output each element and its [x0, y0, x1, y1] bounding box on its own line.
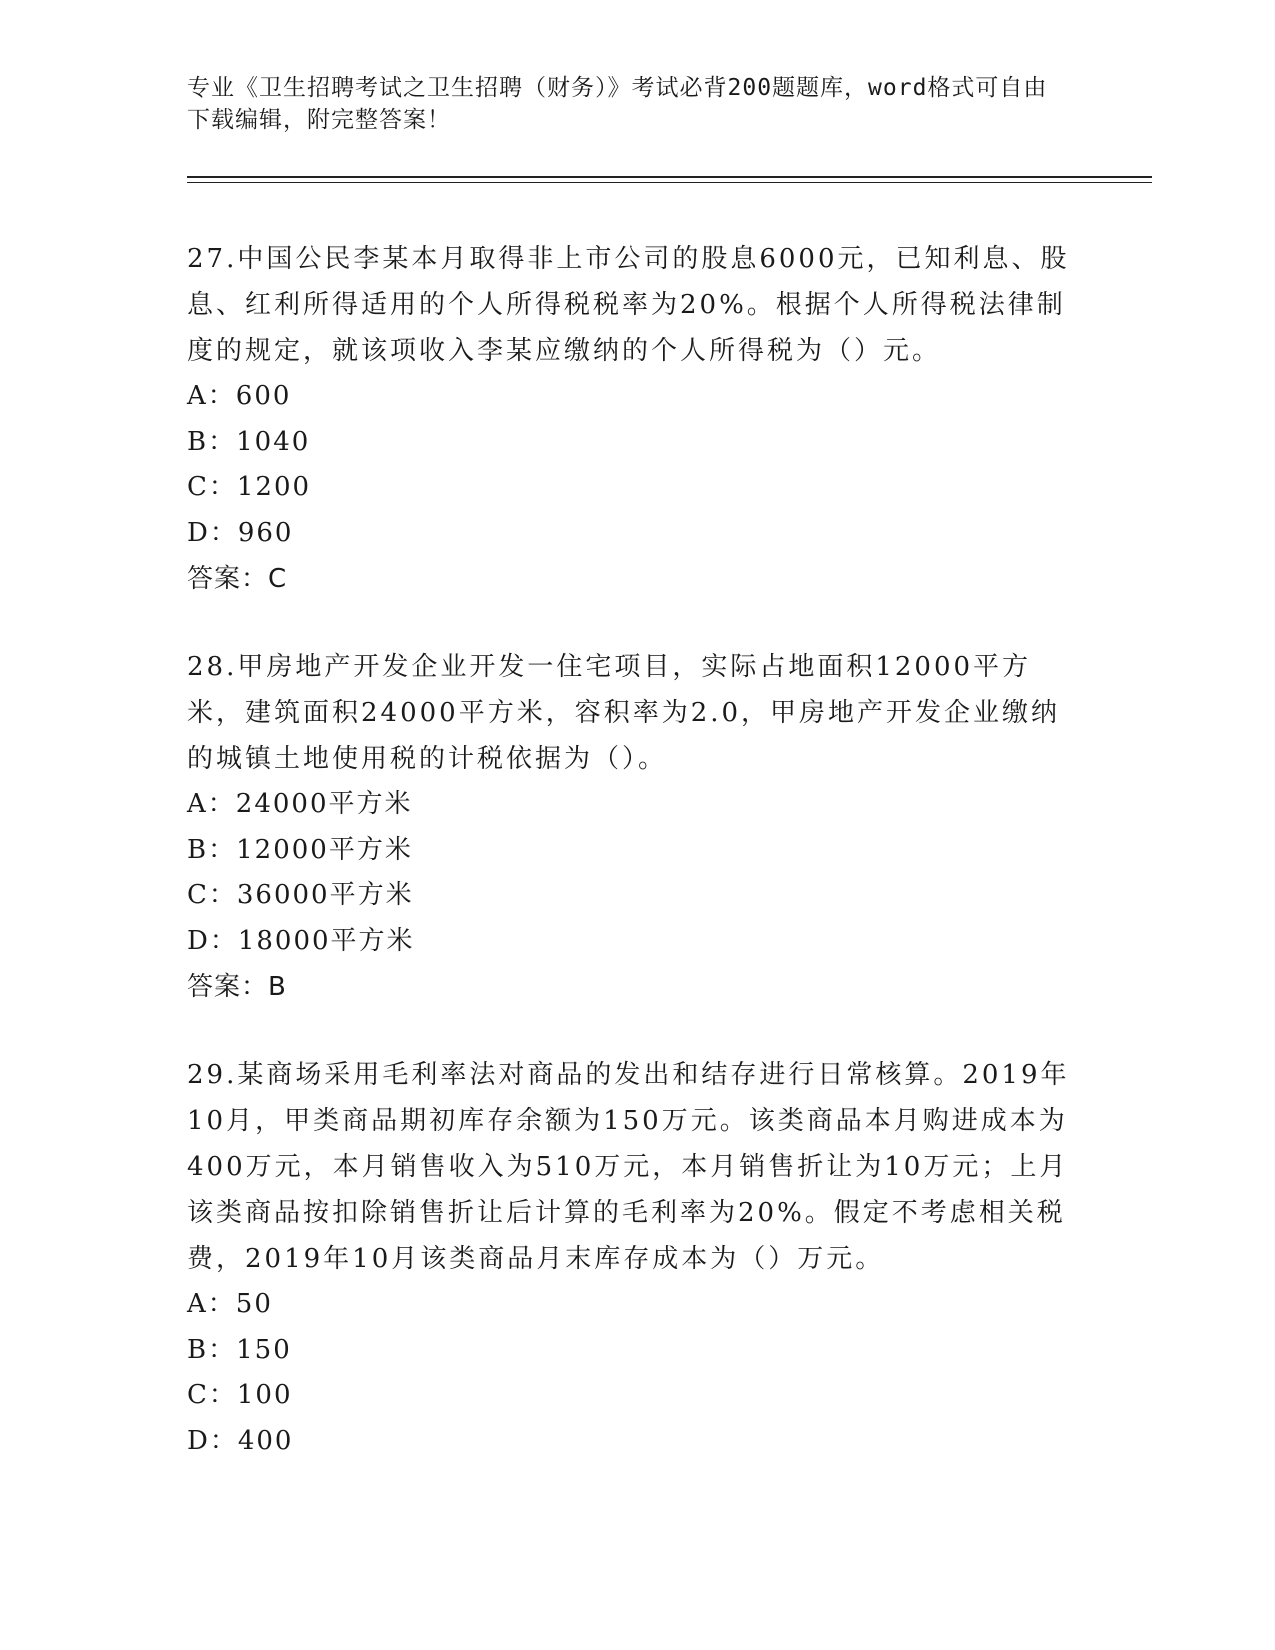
question-stem: 27.中国公民李某本月取得非上市公司的股息6000元，已知利息、股息、红利所得适用的个人所得税税率为20%。根据个人所得税法律制度的规定，就该项收入李某应缴纳的个人所得税为（）元。 [187, 244, 1070, 366]
answer-line: 答案：B [187, 972, 287, 1002]
option-b: B：150 [187, 1334, 292, 1365]
option-b: B：1040 [187, 426, 311, 457]
question-28 [187, 644, 1087, 1010]
document-header: 专业《卫生招聘考试之卫生招聘（财务）》考试必背200题题库，word格式可自由下载编辑，附完整答案！ [187, 75, 1048, 133]
option-a: A：50 [187, 1289, 273, 1319]
option-c: C：1200 [187, 472, 312, 502]
question-29 [187, 1052, 1087, 1464]
header-divider-thick [187, 176, 1152, 178]
question-27 [187, 236, 1087, 602]
answer-line: 答案：C [187, 564, 288, 594]
option-c: C：100 [187, 1380, 293, 1410]
option-d: D：400 [187, 1425, 294, 1456]
option-d: D：18000平方米 [187, 925, 415, 956]
question-stem: 29.某商场采用毛利率法对商品的发出和结存进行日常核算。2019年10月，甲类商品期初库存余额为150万元。该类商品本月购进成本为400万元，本月销售收入为510万元，本月销售折让为10万元；上月该类商品按扣除销售折让后计算的毛利率为20%。假定不考虑相关税费，2019年10月该类商品月末库存成本为（）万元。 [187, 1060, 1070, 1274]
question-stem: 28.甲房地产开发企业开发一住宅项目，实际占地面积12000平方米，建筑面积24000平方米，容积率为2.0，甲房地产开发企业缴纳的城镇土地使用税的计税依据为（）。 [187, 652, 1061, 774]
header-divider-thin [187, 182, 1152, 183]
question-list [187, 236, 1087, 1506]
option-b: B：12000平方米 [187, 834, 413, 865]
option-a: A：24000平方米 [187, 789, 413, 819]
option-d: D：960 [187, 517, 294, 548]
option-a: A：600 [187, 381, 292, 411]
option-c: C：36000平方米 [187, 880, 414, 910]
